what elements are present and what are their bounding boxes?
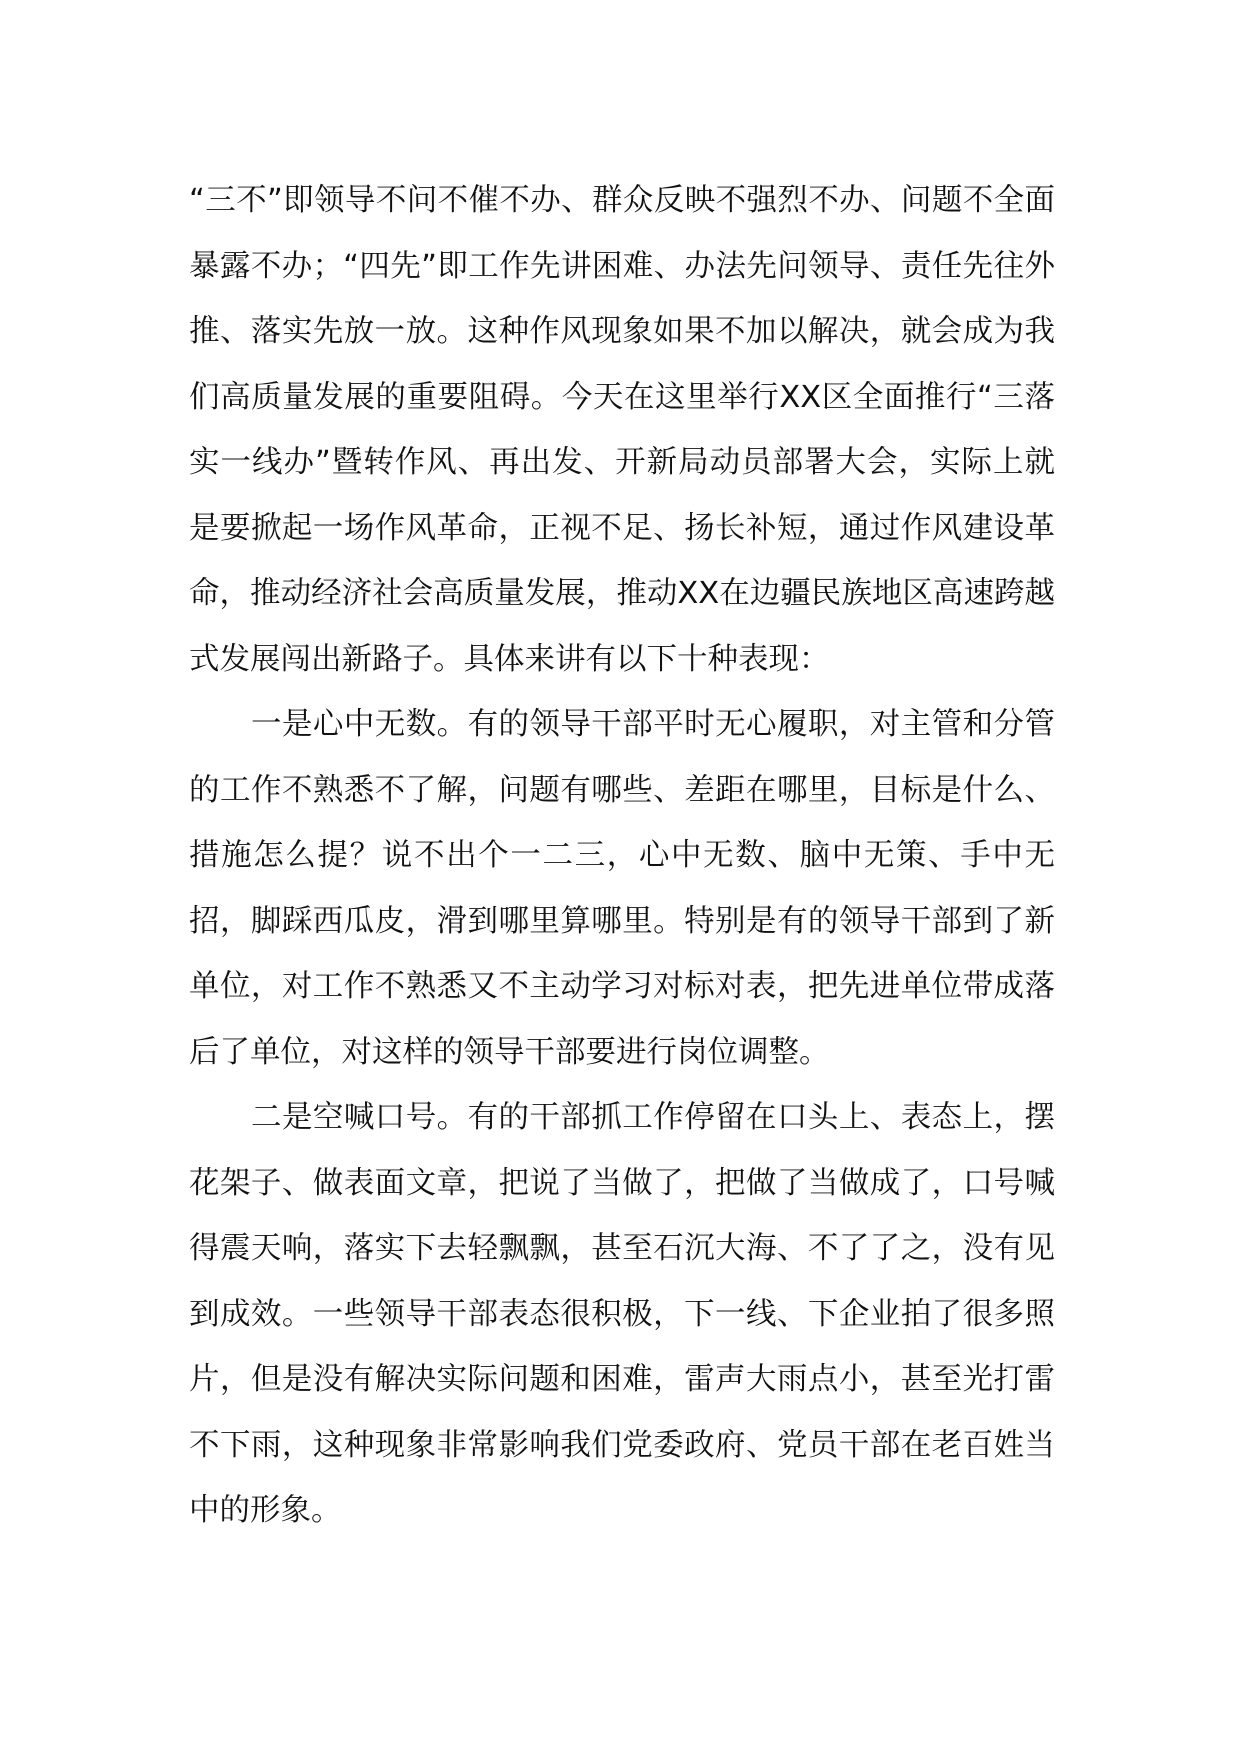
paragraph-point-one: 一是心中无数。有的领导干部平时无心履职，对主管和分管的工作不熟悉不了解，问题有哪些、差距在哪里，目标是什么、措施怎么提？说不出个一二三，心中无数、脑中无策、手中无招，脚踩西瓜皮，滑到哪里算哪里。特别是有的领导干部到了新单位，对工作不熟悉又不主动学习对标对表，把先进单位带成落后了单位，对这样的领导干部要进行岗位调整。 bbox=[189, 707, 1055, 1070]
paragraph-intro: “三不”即领导不问不催不办、群众反映不强烈不办、问题不全面暴露不办；“四先”即工作先讲困难、办法先问领导、责任先往外推、落实先放一放。这种作风现象如果不加以解决，就会成为我们高质量发展的重要阻碍。今天在这里举行XX区全面推行“三落实一线办”暨转作风、再出发、开新局动员部署大会，实际上就是要掀起一场作风革命，正视不足、扬长补短，通过作风建设革命，推动经济社会高质量发展，推动XX在边疆民族地区高速跨越式发展闯出新路子。具体来讲有以下十种表现： bbox=[189, 183, 1055, 677]
paragraph-point-two: 二是空喊口号。有的干部抓工作停留在口头上、表态上，摆花架子、做表面文章，把说了当做了，把做了当做成了，口号喊得震天响，落实下去轻飘飘，甚至石沉大海、不了了之，没有见到成效。一些领导干部表态很积极，下一线、下企业拍了很多照片，但是没有解决实际问题和困难，雷声大雨点小，甚至光打雷不下雨，这种现象非常影响我们党委政府、党员干部在老百姓当中的形象。 bbox=[189, 1100, 1055, 1528]
document-body bbox=[189, 168, 1055, 1544]
